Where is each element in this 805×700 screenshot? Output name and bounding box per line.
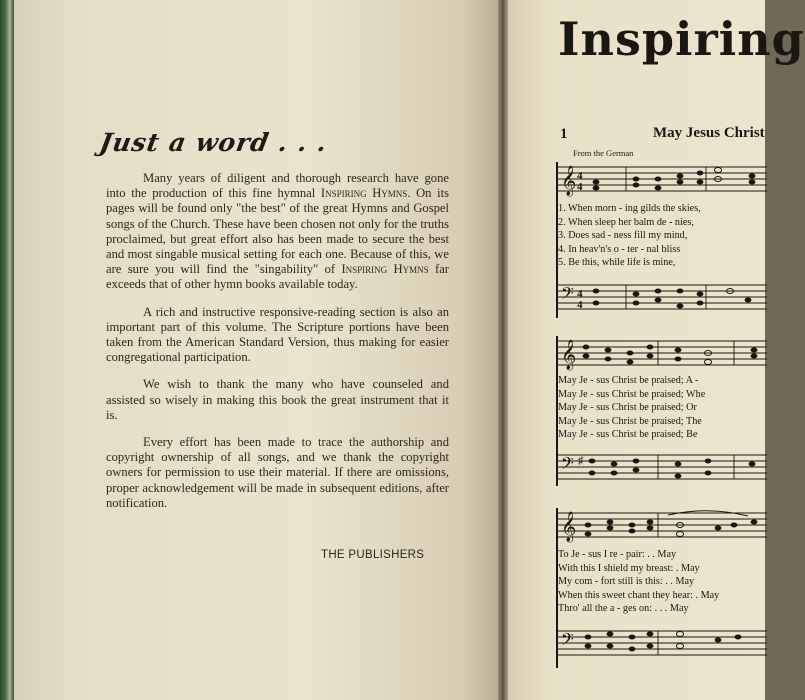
book-name: Inspiring Hymns	[341, 262, 429, 277]
svg-text:𝄞: 𝄞	[561, 166, 577, 196]
svg-text:4: 4	[577, 299, 583, 311]
svg-text:4: 4	[577, 288, 583, 300]
svg-text:𝄞: 𝄞	[561, 512, 577, 542]
verse-lyrics-3	[558, 548, 767, 616]
bass-staff	[558, 626, 767, 660]
svg-text:4: 4	[577, 181, 583, 193]
svg-text:𝄢: 𝄢	[561, 453, 574, 477]
page-heading: Just a word . . .	[97, 128, 330, 157]
intro-paragraph-4: Every effort has been made to trace the authorship and copyright ownership of all songs, and we thank the copyright owners for permission to use their material. If there are omissions, proper acknowledgement will be made in subsequent editions, after notification.	[106, 435, 449, 510]
verse-lyrics-1	[558, 202, 767, 270]
svg-text:♯: ♯	[578, 455, 584, 467]
music-system-3	[556, 508, 767, 668]
lyric-line: With this I shield my breast: . May	[558, 562, 700, 574]
book-name: Inspiring Hymns	[320, 186, 408, 201]
intro-paragraph-2: A rich and instructive responsive-reading section is also an important part of this volume. The Scripture portions have been taken from the American Standard Version, thus making for easier congregational participation.	[106, 304, 449, 365]
lyric-line: May Je - sus Christ be praised; Whe	[558, 388, 706, 400]
hymnal-title: Inspiring	[558, 12, 805, 66]
treble-staff	[558, 508, 767, 542]
lyric-line: To Je - sus I re - pair: . . May	[558, 549, 677, 560]
verse-lyrics-2	[558, 374, 767, 442]
intro-paragraph-3: We wish to thank the many who have counseled and assisted so wisely in making this book the great instrument that it is.	[106, 377, 449, 422]
lyric-line: 1. When morn - ing gilds the skies,	[558, 203, 701, 214]
lyric-line: May Je - sus Christ be praised; Or	[558, 402, 697, 414]
hymn-source: From the German	[573, 148, 634, 158]
svg-text:𝄢: 𝄢	[561, 629, 574, 653]
lyric-line: Thro' all the a - ges on: . . . May	[558, 603, 689, 615]
lyric-line: May Je - sus Christ be praised; The	[558, 415, 702, 427]
bass-staff	[558, 280, 767, 314]
music-system-2	[556, 336, 767, 486]
treble-staff	[558, 336, 767, 370]
left-page	[14, 0, 500, 700]
svg-text:𝄢: 𝄢	[561, 283, 574, 307]
intro-paragraph-1: Many years of diligent and thorough research have gone into the production of this fine hymnal Inspiring Hymns. On its pages will be found only "the best" of the great Hymns and Gospel songs of the Church. These have been chosen not only for the truths proclaimed, but great effort also has been made to secure the best and most singable musical setting for each one. Because of this, we are sure you will find the "singability" of Inspiring Hymns far exceeds that of other hymn books available today.	[106, 171, 449, 292]
book-gutter	[498, 0, 508, 700]
lyric-line: When this sweet chant they hear: . May	[558, 589, 720, 601]
book-cover-edge	[0, 0, 14, 700]
treble-staff	[558, 162, 767, 196]
right-page	[508, 0, 805, 700]
hymn-number: 1	[560, 126, 568, 142]
music-system-1	[556, 162, 767, 318]
lyric-line: 5. Be this, while life is mine,	[558, 257, 676, 269]
lyric-line: 2. When sleep her balm de - nies,	[558, 216, 694, 228]
hymn-title: May Jesus Christ	[653, 125, 765, 141]
lyric-line: May Je - sus Christ be praised; A -	[558, 375, 699, 386]
svg-text:𝄞: 𝄞	[561, 340, 577, 370]
lyric-line: May Je - sus Christ be praised; Be	[558, 429, 698, 441]
lyric-line: 3. Does sad - ness fill my mind,	[558, 230, 688, 242]
bass-staff	[558, 450, 767, 484]
svg-text:4: 4	[577, 170, 583, 182]
lyric-line: My com - fort still is this: . . May	[558, 576, 695, 588]
lyric-line: 4. In heav'n's o - ter - nal bliss	[558, 243, 681, 255]
intro-text	[106, 171, 449, 523]
publisher-signature: THE PUBLISHERS	[321, 549, 425, 561]
